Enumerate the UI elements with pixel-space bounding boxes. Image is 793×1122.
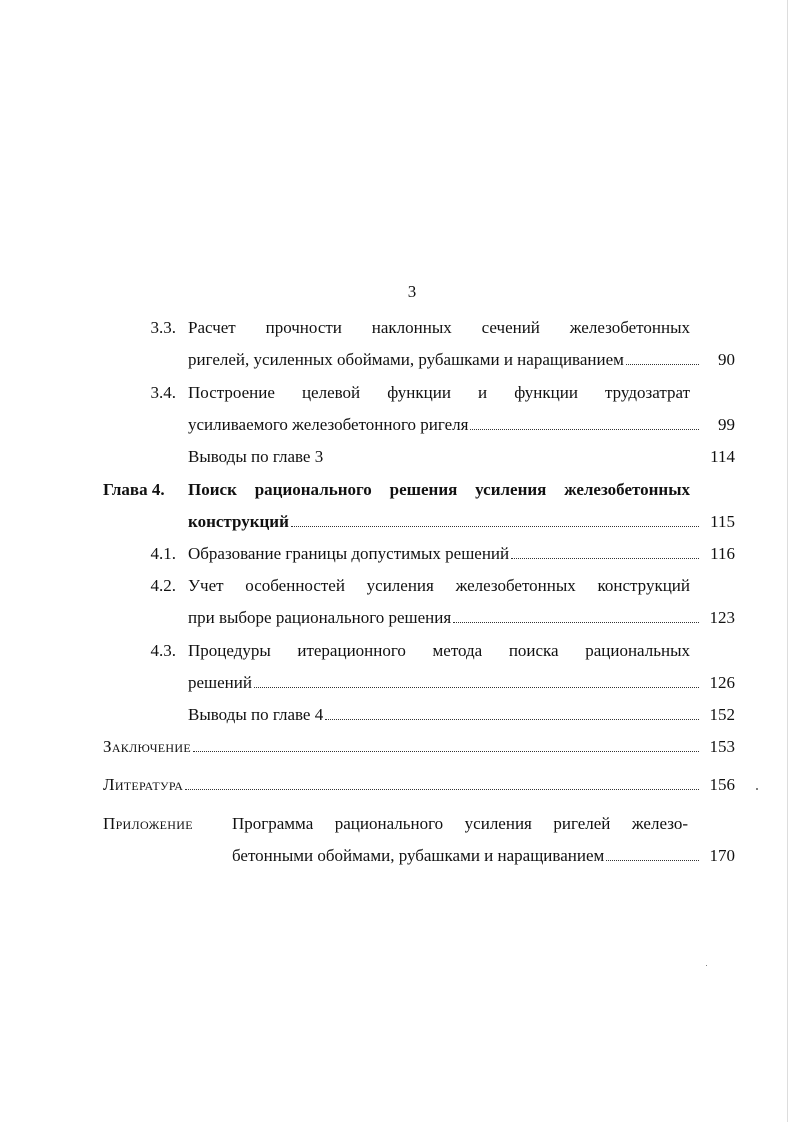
page-ref: 156 bbox=[709, 775, 735, 794]
page-number: 3 bbox=[407, 282, 417, 301]
chapter-number: Глава 4. bbox=[103, 480, 165, 499]
page-ref: 170 bbox=[709, 846, 735, 865]
page-ref: 116 bbox=[710, 544, 735, 563]
section-title-line: Процедуры итерационного метода поиска рациональных bbox=[188, 641, 690, 660]
section-number: 4.1. bbox=[150, 544, 176, 563]
section-title-line: решений bbox=[188, 673, 252, 692]
toc-entry-leader bbox=[188, 544, 701, 564]
section-title-line: Расчет прочности наклонных сечений железобетонных bbox=[188, 318, 690, 337]
conclusion-title: Заключение bbox=[103, 737, 191, 756]
page-ref: 123 bbox=[709, 608, 735, 627]
scan-speck bbox=[756, 788, 758, 790]
page-ref: 115 bbox=[710, 512, 735, 531]
page-ref: 99 bbox=[718, 415, 735, 434]
chapter-title-line: Поиск рационального решения усиления железобетонных bbox=[188, 480, 690, 499]
section-title-line: Построение целевой функции и функции трудозатрат bbox=[188, 383, 690, 402]
chapter-title-line: конструкций bbox=[188, 512, 289, 531]
leader-dots bbox=[325, 719, 699, 720]
toc-entry-leader bbox=[188, 350, 701, 370]
section-title-line: ригелей, усиленных обоймами, рубашками и наращиванием bbox=[188, 350, 624, 369]
section-number: 3.4. bbox=[150, 383, 176, 402]
toc-entry-leader bbox=[103, 737, 701, 757]
toc-entry-leader bbox=[188, 415, 701, 435]
appendix-label: Приложение bbox=[103, 814, 193, 833]
leader-dots bbox=[453, 622, 699, 623]
toc-entry-leader bbox=[188, 512, 701, 532]
page-ref: 126 bbox=[709, 673, 735, 692]
appendix-title-line: бетонными обоймами, рубашками и наращиванием bbox=[232, 846, 605, 865]
leader-dots bbox=[185, 789, 699, 790]
section-title-line: Учет особенностей усиления железобетонных конструкций bbox=[188, 576, 690, 595]
page-ref: 90 bbox=[718, 350, 735, 369]
appendix-title-line: Программа рационального усиления ригелей железо- bbox=[232, 814, 688, 833]
leader-dots bbox=[254, 687, 699, 688]
section-number: 4.2. bbox=[150, 576, 176, 595]
scan-edge-line bbox=[787, 0, 788, 1122]
section-title-line: Образование границы допустимых решений bbox=[188, 544, 510, 563]
section-number: 4.3. bbox=[150, 641, 176, 660]
scan-speck bbox=[706, 965, 707, 966]
toc-entry-leader bbox=[232, 846, 701, 866]
literature-title: Литература bbox=[103, 775, 184, 794]
page-ref: 152 bbox=[709, 705, 735, 724]
section-title-line: при выборе рационального решения bbox=[188, 608, 452, 627]
leader-dots bbox=[511, 558, 699, 559]
leader-dots bbox=[626, 364, 699, 365]
toc-entry-leader bbox=[188, 705, 701, 725]
leader-dots bbox=[470, 429, 699, 430]
page-ref: 114 bbox=[710, 447, 735, 466]
section-title-line: Выводы по главе 4 bbox=[188, 705, 324, 724]
leader-dots bbox=[193, 751, 699, 752]
toc-entry-leader bbox=[188, 608, 701, 628]
leader-dots bbox=[291, 526, 699, 527]
section-title-line: усиливаемого железобетонного ригеля bbox=[188, 415, 469, 434]
toc-entry-leader bbox=[188, 673, 701, 693]
section-title-line: Выводы по главе 3 bbox=[188, 447, 324, 466]
toc-entry-leader bbox=[103, 775, 701, 795]
section-number: 3.3. bbox=[150, 318, 176, 337]
leader-dots bbox=[606, 860, 699, 861]
page-ref: 153 bbox=[709, 737, 735, 756]
